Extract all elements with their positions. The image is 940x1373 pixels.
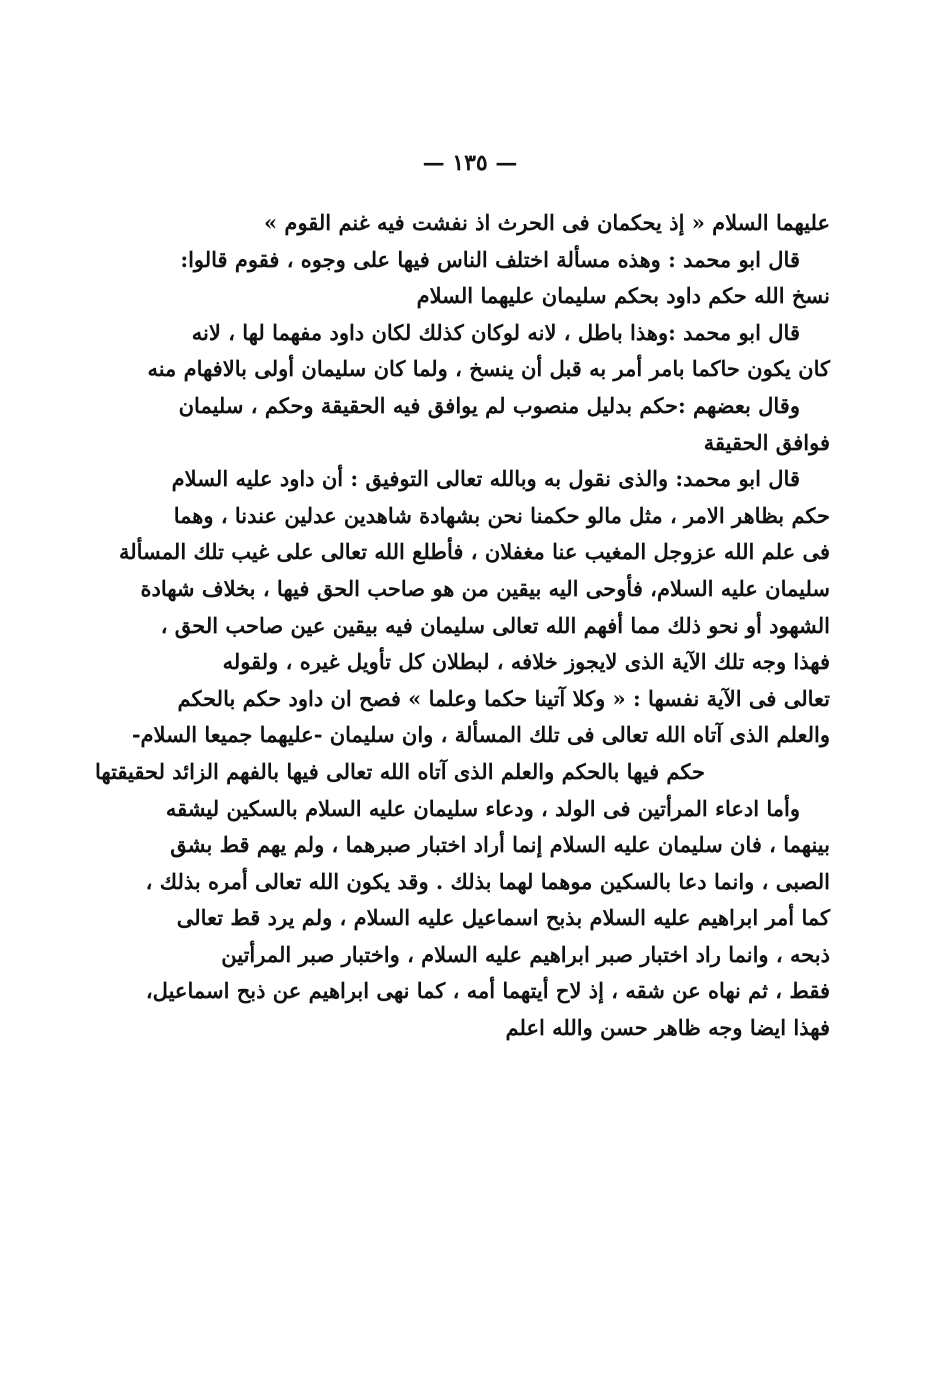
text-line: نسخ الله حكم داود بحكم سليمان عليهما السلام bbox=[416, 283, 830, 309]
text-line: كان يكون حاكما بامر أمر به قبل أن ينسخ ، ولما كان سليمان أولى بالافهام منه bbox=[147, 356, 830, 382]
text-line: حكم بظاهر الامر ، مثل مالو حكمنا نحن بشهادة شاهدين عدلين عندنا ، وهما bbox=[173, 502, 830, 528]
text-line: فوافق الحقيقة bbox=[703, 429, 830, 455]
text-line: فقط ، ثم نهاه عن شقه ، إذ لاح أيتهما أمه ، كما نهى ابراهيم عن ذبح اسماعيل، bbox=[145, 978, 830, 1004]
text-line: الصبى ، وانما دعا بالسكين موهما لهما بذلك . وقد يكون الله تعالى أمره بذلك ، bbox=[145, 868, 830, 894]
text-line: كما أمر ابراهيم عليه السلام بذبح اسماعيل عليه السلام ، ولم يرد قط تعالى bbox=[176, 905, 830, 931]
text-line: وقال بعضهم :حكم بدليل منصوب لم يوافق فيه الحقيقة وحكم ، سليمان bbox=[178, 392, 800, 418]
page-body-text bbox=[95, 205, 830, 1047]
text-line: بينهما ، فان سليمان عليه السلام إنما أراد اختبار صبرهما ، ولم يهم قط بشق bbox=[170, 832, 830, 858]
text-line: قال ابو محمد :وهذا باطل ، لانه لوكان كذلك لكان داود مفهما لها ، لانه bbox=[191, 319, 800, 345]
text-line: فى علم الله عزوجل المغيب عنا مغفلان ، فأطلع الله تعالى على غيب تلك المسألة bbox=[119, 539, 830, 565]
text-line: سليمان عليه السلام، فأوحى اليه بيقين من هو صاحب الحق فيها ، بخلاف شهادة bbox=[140, 575, 830, 601]
text-line: عليهما السلام « إذ يحكمان فى الحرث اذ نفشت فيه غنم القوم » bbox=[264, 210, 830, 235]
text-line: تعالى فى الآية نفسها : « وكلا آتينا حكما وعلما » فصح ان داود حكم بالحكم bbox=[177, 685, 830, 711]
text-line: فهذا وجه تلك الآية الذى لايجوز خلافه ، لبطلان كل تأويل غيره ، ولقوله bbox=[222, 649, 830, 675]
text-line: حكم فيها بالحكم والعلم الذى آتاه الله تعالى فيها بالفهم الزائد لحقيقتها bbox=[95, 758, 705, 784]
text-line: قال ابو محمد : وهذه مسألة اختلف الناس فيها على وجوه ، فقوم قالوا: bbox=[180, 246, 800, 272]
text-line: قال ابو محمد: والذى نقول به وبالله تعالى التوفيق : أن داود عليه السلام bbox=[171, 466, 800, 492]
text-line: وأما ادعاء المرأتين فى الولد ، ودعاء سليمان عليه السلام بالسكين ليشقه bbox=[165, 795, 800, 821]
text-line: فهذا ايضا وجه ظاهر حسن والله اعلم bbox=[505, 1015, 830, 1041]
text-line: ذبحه ، وانما راد اختبار صبر ابراهيم عليه السلام ، واختبار صبر المرأتين bbox=[221, 941, 830, 967]
text-line: والعلم الذى آتاه الله تعالى فى تلك المسألة ، وان سليمان -عليهما جميعا السلام- bbox=[131, 722, 830, 748]
page-number: — ١٣٥ — bbox=[422, 150, 518, 176]
text-line: الشهود أو نحو ذلك مما أفهم الله تعالى سليمان فيه بيقين عين صاحب الحق ، bbox=[160, 612, 830, 638]
